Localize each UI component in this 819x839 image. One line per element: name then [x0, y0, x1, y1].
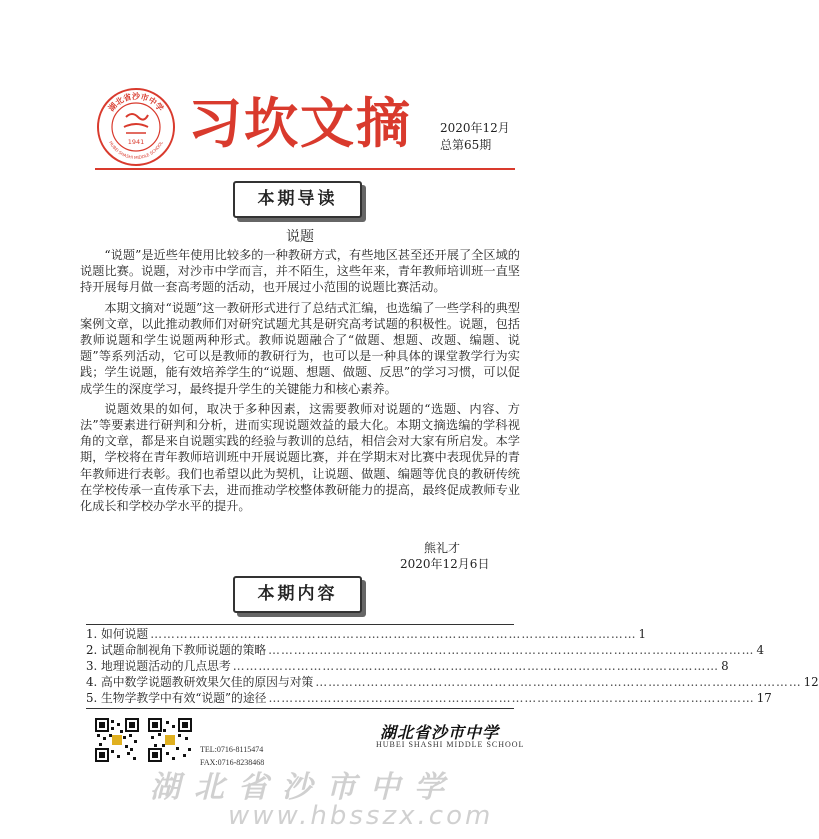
section-title-contents: 本期内容	[233, 576, 362, 613]
toc-item-page: 1	[638, 627, 646, 641]
watermark-url: www.hbsszx.com	[228, 801, 494, 831]
toc-bottom-rule	[86, 708, 514, 709]
toc-item-page: 8	[721, 659, 729, 673]
toc-item-title: 3. 地理说题活动的几点思考	[86, 659, 231, 673]
author-name: 熊礼才	[424, 541, 461, 555]
issue-date: 2020年12月	[440, 121, 510, 135]
school-seal-logo	[96, 87, 176, 167]
paragraph: 本期文摘对“说题”这一教研形式进行了总结式汇编，也选编了一些学科的典型案例文章，以此推动教师们对研究试题尤其是研究高考试题的积极性。说题，包括教师说题和学生说题两种形式。教师说题融合了“做题、想题、改题、编题、说题”等系列活动，它可以是教师的教研行为，也可以是一种具体的课堂教学行为实践；学生说题，能有效培养学生的“说题、想题、做题、反思”的学习习惯，可以促成学生的深度学习，最终提升学生的关键能力和核心素养。	[80, 300, 520, 396]
paragraph: “说题”是近些年使用比较多的一种教研方式，有些地区甚至还开展了全区域的说题比赛。说题，对沙市中学而言，并不陌生，这些年来，青年教师培训班一直坚持开展每月做一套高考题的活动，也开展过小范围的说题比赛活动。	[80, 248, 520, 295]
paragraph: 说题效果的如何，取决于多种因素，这需要教师对说题的“选题、内容、方法”等要素进行研判和分析，进而实现说题效益的最大化。本期文摘选编的学科视角的文章，都是来自说题实践的经验与教训的总结，相信会对大家有所启发。本学期，学校将在青年教师培训班中开展说题比赛，并在学期末对比赛中表现优异的青年教师进行表彰。我们也希望以此为契机，让说题、做题、编题等优良的教研传统在学校传承一直传承下去，进而推动学校整体教研能力的提高，最终促成教师专业化成长和学校办学水平的提升。	[80, 401, 520, 514]
telephone: TEL:0716-8115474	[200, 745, 264, 754]
guide-body	[80, 247, 520, 518]
toc-item-title: 2. 试题命制视角下教师说题的策略	[86, 643, 267, 657]
toc-item-title: 4. 高中数学说题教研效果欠佳的原因与对策	[86, 675, 314, 689]
article-title: 说题	[286, 229, 314, 245]
author-date: 2020年12月6日	[400, 557, 490, 571]
toc-item[interactable]	[86, 642, 764, 658]
toc-item-page: 12	[803, 675, 819, 689]
header-divider	[95, 168, 515, 170]
toc-item[interactable]	[86, 658, 729, 674]
masthead-title: 习坎文摘	[188, 92, 412, 155]
toc-leader: ……………………………………………………………………………………………………	[268, 643, 755, 657]
toc-item-title: 5. 生物学教学中有效“说题”的途径	[86, 691, 267, 705]
toc-item[interactable]	[86, 626, 646, 642]
footer-school-name: 湖北省沙市中学	[380, 723, 500, 742]
footer-school-name-en: HUBEI SHASHI MIDDLE SCHOOL	[376, 740, 525, 749]
toc-leader: ……………………………………………………………………………………………………	[315, 675, 802, 689]
section-title-guide: 本期导读	[233, 181, 362, 218]
issue-info	[440, 120, 510, 154]
toc-item-title: 1. 如何说题	[86, 627, 149, 641]
issue-number: 总第65期	[440, 138, 492, 152]
fax: FAX:0716-8238468	[200, 758, 265, 767]
seal-year: 1941	[127, 138, 145, 146]
toc-leader: ……………………………………………………………………………………………………	[232, 659, 720, 673]
seal-text: 湖北省沙市中学	[106, 92, 166, 114]
seal-text-en: HUBEI SHASHI MIDDLE SCHOOL	[108, 140, 164, 161]
qr-code-icon	[95, 718, 139, 762]
toc-item[interactable]	[86, 690, 772, 706]
watermark-school-name: 湖北省沙市中学	[150, 770, 458, 805]
toc-item-page: 17	[756, 691, 772, 705]
toc-item[interactable]	[86, 674, 819, 690]
toc-leader: ……………………………………………………………………………………………………	[268, 691, 755, 705]
qr-code-icon	[148, 718, 192, 762]
table-of-contents	[86, 626, 819, 708]
toc-leader: ……………………………………………………………………………………………………	[150, 627, 637, 641]
toc-top-rule	[86, 624, 514, 625]
toc-item-page: 4	[756, 643, 764, 657]
